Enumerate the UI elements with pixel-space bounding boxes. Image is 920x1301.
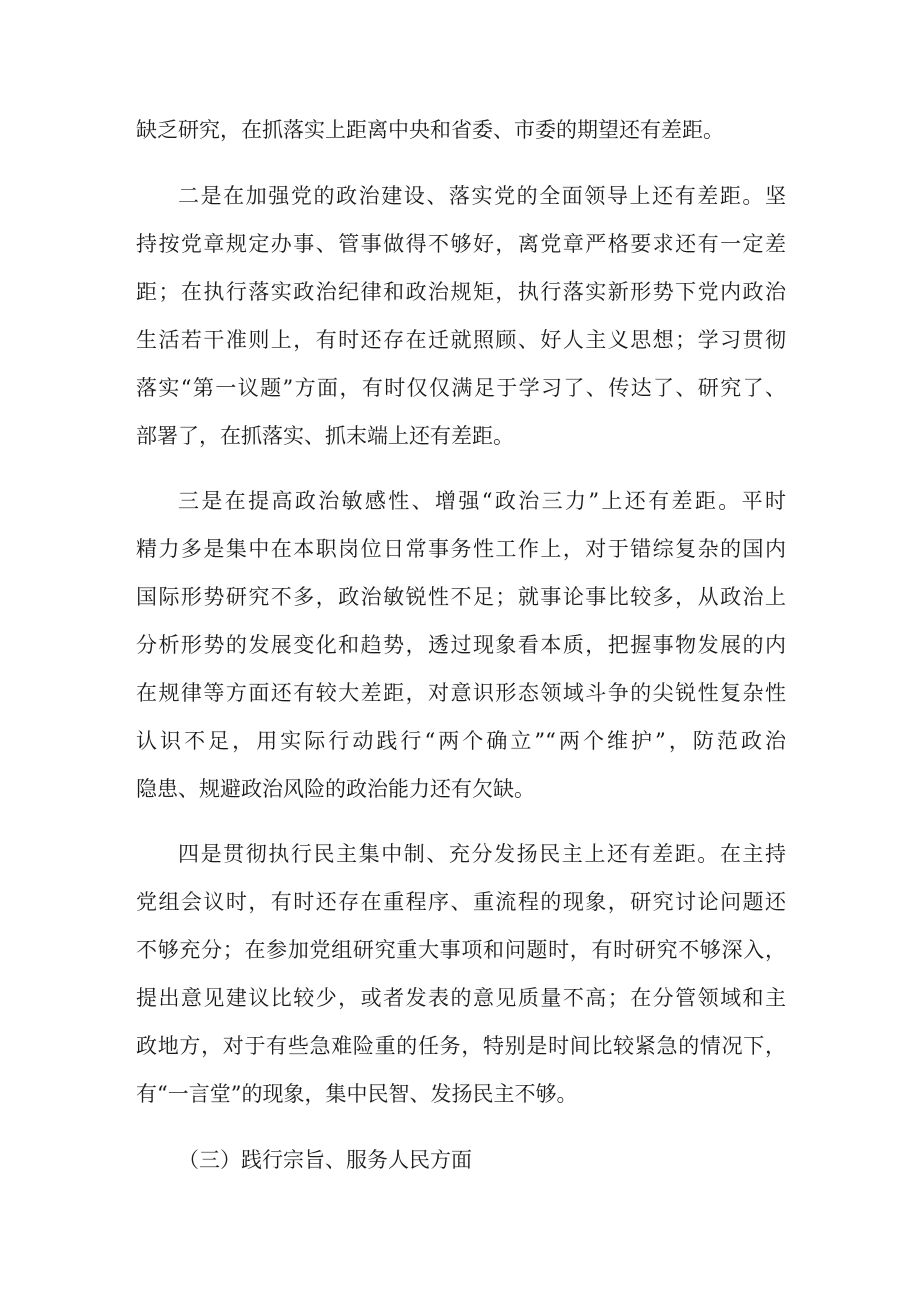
paragraph-2-line-2: 持按党章规定办事、管事做得不够好，离党章严格要求还有一定差: [136, 232, 786, 256]
paragraph-2-line-3: 距；在执行落实政治纪律和政治规矩，执行落实新形势下党内政治: [136, 280, 786, 304]
paragraph-3-line-7: 隐患、规避政治风险的政治能力还有欠缺。: [136, 777, 535, 801]
paragraph-3-line-1: 三是在提高政治敏感性、增强“政治三力”上还有差距。平时: [178, 489, 786, 513]
paragraph-4-line-2: 党组会议时，有时还存在重程序、重流程的现象，研究讨论问题还: [136, 890, 786, 914]
paragraph-2-line-6: 部署了，在抓落实、抓末端上还有差距。: [136, 424, 514, 448]
section-heading: （三）践行宗旨、服务人民方面: [178, 1148, 472, 1172]
paragraph-2-line-1: 二是在加强党的政治建设、落实党的全面领导上还有差距。坚: [178, 184, 786, 208]
paragraph-1-line-1: 缺乏研究，在抓落实上距离中央和省委、市委的期望还有差距。: [136, 118, 724, 142]
paragraph-4-line-6: 有“一言堂”的现象，集中民智、发扬民主不够。: [136, 1082, 578, 1106]
paragraph-2-line-5: 落实“第一议题”方面，有时仅仅满足于学习了、传达了、研究了、: [136, 376, 786, 400]
paragraph-4-line-4: 提出意见建议比较少，或者发表的意见质量不高；在分管领域和主: [136, 986, 786, 1010]
paragraph-4-line-1: 四是贯彻执行民主集中制、充分发扬民主上还有差距。在主持: [178, 842, 786, 866]
paragraph-2-line-4: 生活若干准则上，有时还存在迁就照顾、好人主义思想；学习贯彻: [136, 328, 786, 352]
paragraph-3-line-2: 精力多是集中在本职岗位日常事务性工作上，对于错综复杂的国内: [136, 537, 786, 561]
paragraph-4-line-3: 不够充分；在参加党组研究重大事项和问题时，有时研究不够深入，: [136, 938, 786, 962]
paragraph-3-line-4: 分析形势的发展变化和趋势，透过现象看本质，把握事物发展的内: [136, 633, 786, 657]
paragraph-3-line-3: 国际形势研究不多，政治敏锐性不足；就事论事比较多，从政治上: [136, 585, 786, 609]
paragraph-3-line-6: 认识不足，用实际行动践行“两个确立”“两个维护”，防范政治: [136, 729, 786, 753]
paragraph-3-line-5: 在规律等方面还有较大差距，对意识形态领域斗争的尖锐性复杂性: [136, 681, 786, 705]
paragraph-4-line-5: 政地方，对于有些急难险重的任务，特别是时间比较紧急的情况下，: [136, 1034, 786, 1058]
